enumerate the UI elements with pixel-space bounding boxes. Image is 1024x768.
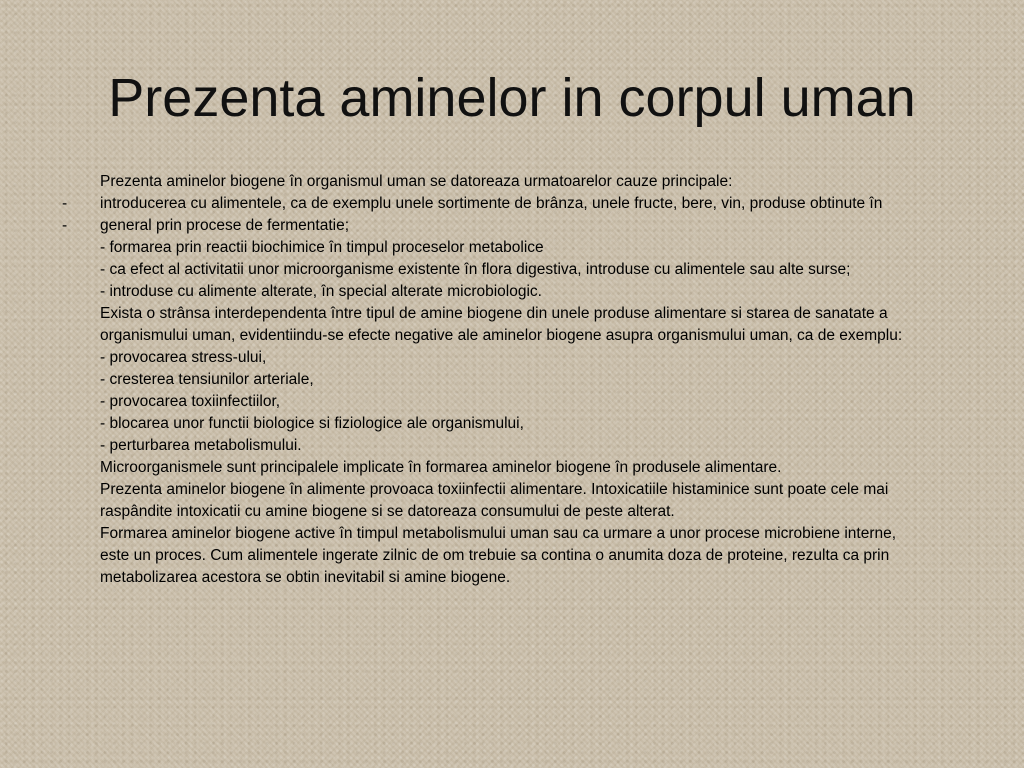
body-line-14: Microorganismele sunt principalele implicate în formarea aminelor biogene în produsele alimentare. — [100, 459, 782, 476]
body-line-8: organismului uman, evidentiindu-se efecte negative ale aminelor biogene asupra organismului uman, ca de exemplu: — [100, 327, 903, 344]
body-line-13: - perturbarea metabolismului. — [100, 437, 302, 454]
body-line-4: - formarea prin reactii biochimice în timpul proceselor metabolice — [100, 239, 544, 256]
body-line-10: - cresterea tensiunilor arteriale, — [100, 371, 314, 388]
body-line-6: - introduse cu alimente alterate, în special alterate microbiologic. — [100, 283, 542, 300]
body-line-3: - general prin procese de fermentatie; — [62, 217, 350, 234]
body-line-7: Exista o strânsa interdependenta între tipul de amine biogene din unele produse alimentare si starea de sanatate a — [100, 305, 888, 322]
body-line-15: Prezenta aminelor biogene în alimente provoaca toxiinfectii alimentare. Intoxicatiile histaminice sunt poate cele mai — [100, 481, 889, 498]
body-line-9: - provocarea stress-ului, — [100, 349, 267, 366]
body-line-11: - provocarea toxiinfectiilor, — [100, 393, 281, 410]
body-line-1: Prezenta aminelor biogene în organismul uman se datoreaza urmatoarelor cauze principale: — [100, 173, 733, 190]
body-line-5: - ca efect al activitatii unor microorganisme existente în flora digestiva, introduse cu alimentele sau alte surse; — [100, 261, 851, 278]
body-line-19: metabolizarea acestora se obtin inevitabil si amine biogene. — [100, 569, 511, 586]
body-line-2: - introducerea cu alimentele, ca de exemplu unele sortimente de brânza, unele fructe, bere, vin, produse obtinute în — [62, 195, 883, 212]
slide-title: Prezenta aminelor in corpul uman — [108, 68, 916, 128]
body-line-16: raspândite intoxicatii cu amine biogene si se datoreaza consumului de peste alterat. — [100, 503, 675, 520]
body-line-17: Formarea aminelor biogene active în timpul metabolismului uman sau ca urmare a unor procese microbiene interne, — [100, 525, 897, 542]
slide-body — [62, 174, 967, 592]
body-line-12: - blocarea unor functii biologice si fiziologice ale organismului, — [100, 415, 524, 432]
body-line-18: este un proces. Cum alimentele ingerate zilnic de om trebuie sa contina o anumita doza de proteine, rezulta ca prin — [100, 547, 890, 564]
